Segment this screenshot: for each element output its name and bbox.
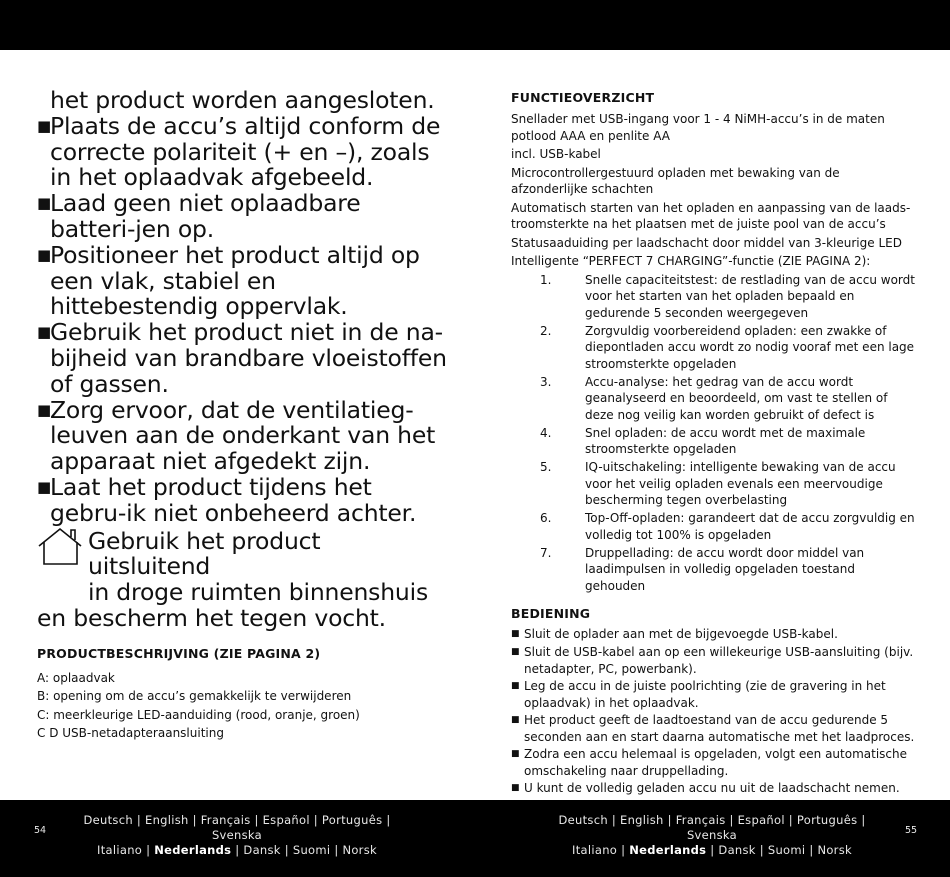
language-nav-right xyxy=(532,813,892,858)
product-part-item: B: opening om de accu’s gemakkelijk te verwijderen xyxy=(37,689,352,704)
product-part-item: A: oplaadvak xyxy=(37,670,115,685)
charging-step xyxy=(540,374,916,424)
footer-bar xyxy=(0,800,950,877)
charging-step xyxy=(540,425,916,458)
step-text: IQ-uitschakeling: intelligente bewaking van de accu voor het veilig opladen evenals een meervoudige bescherming tegen overbelasting xyxy=(585,460,896,507)
safety-bullet-text: Zorg ervoor, dat de ventilatieg-leuven aan de onderkant van het apparaat niet afgedekt zijn. xyxy=(50,395,436,476)
operation-list xyxy=(511,626,916,797)
safety-bullet-text: Gebruik het product niet in de na-bijheid van brandbare vloeistoffen of gassen. xyxy=(50,318,447,398)
product-parts-list xyxy=(37,669,447,743)
lead-text: het product worden aangesloten. xyxy=(50,86,435,114)
operation-text: Sluit de USB-kabel aan op een willekeurige USB-aansluiting (bijv. netadapter, PC, powerbank). xyxy=(524,645,914,676)
bullet-marker: ■ xyxy=(511,629,520,639)
language-nav-left xyxy=(57,813,417,858)
operation-item xyxy=(511,780,916,797)
charging-step xyxy=(540,459,916,509)
feature-item: incl. USB-kabel xyxy=(511,147,601,161)
operation-text: Zodra een accu helemaal is opgeladen, volgt een automatische omschakeling naar druppellading. xyxy=(524,747,907,778)
safety-bullet-text: Laad geen niet oplaadbare batteri-jen op. xyxy=(50,189,361,243)
left-bullet-list xyxy=(37,111,447,527)
bullet-marker: ■ xyxy=(511,715,520,725)
feature-item: Microcontrollergestuurd opladen met bewaking van de afzonderlijke schachten xyxy=(511,165,840,196)
warning-line-1: Gebruik het product uitsluitend xyxy=(88,526,321,581)
language-line-2: Italiano | Nederlands | Dansk | Suomi | Norsk xyxy=(572,843,852,857)
language-line-1: Deutsch | English | Français | Español | Português | Svenska xyxy=(83,813,391,842)
bullet-marker: ■ xyxy=(37,477,51,496)
feature-item: Automatisch starten van het opladen en aanpassing van de laads-troomsterkte na het plaatsen met de juiste pool van de accu’s xyxy=(511,200,911,231)
feature-list xyxy=(511,111,916,270)
step-number: 7. xyxy=(540,545,552,560)
bullet-marker: ■ xyxy=(37,194,51,213)
charging-step xyxy=(540,323,916,373)
warning-line-3: en bescherm het tegen vocht. xyxy=(37,603,386,632)
operation-item xyxy=(511,626,916,643)
safety-bullet-item xyxy=(37,111,447,192)
operation-heading: BEDIENING xyxy=(511,606,591,621)
operation-text: Leg de accu in de juiste poolrichting (zie de gravering in het oplaadvak) in het oplaadvak. xyxy=(524,679,886,710)
operation-text: Sluit de oplader aan met de bijgevoegde USB-kabel. xyxy=(524,627,838,641)
step-number: 6. xyxy=(540,511,552,525)
charging-step xyxy=(540,272,916,322)
bullet-marker: ■ xyxy=(511,681,520,691)
language-line-1: Deutsch | English | Français | Español | Português | Svenska xyxy=(558,813,866,842)
left-column xyxy=(37,88,447,743)
step-text: Zorgvuldig voorbereidend opladen: een zwakke of diepontladen accu wordt zo nodig vooraf met een lage stroomsterkte opgeladen xyxy=(585,323,915,371)
current-language: Nederlands xyxy=(154,843,232,857)
language-line-2: Italiano | Nederlands | Dansk | Suomi | Norsk xyxy=(97,843,377,857)
product-part-item: C: meerkleurige LED-aanduiding (rood, oranje, groen) xyxy=(37,707,360,722)
step-number: 5. xyxy=(540,460,552,474)
top-bar xyxy=(0,0,950,50)
right-column xyxy=(511,90,916,798)
operation-text: Het product geeft de laadtoestand van de accu gedurende 5 seconden aan en start daarna automatische met het laadproces. xyxy=(524,713,915,744)
current-language: Nederlands xyxy=(629,843,707,857)
operation-item xyxy=(511,712,916,745)
safety-bullet-text: Positioneer het product altijd op een vlak, stabiel en hittebestendig oppervlak. xyxy=(50,240,420,321)
bullet-marker: ■ xyxy=(511,647,520,657)
product-part-item: C D USB-netadapteraansluiting xyxy=(37,726,224,741)
bullet-marker: ■ xyxy=(37,400,51,419)
safety-bullet-item xyxy=(37,240,447,321)
operation-item xyxy=(511,746,916,779)
step-text: Accu-analyse: het gedrag van de accu wordt geanalyseerd en beoordeeld, om vast te stellen of deze nog veilig kan worden gebruikt of defect is xyxy=(585,374,888,422)
step-text: Snelle capaciteitstest: de restlading van de accu wordt voor het starten van het opladen bepaald en gedurende 5 seconden weergegeven xyxy=(585,272,915,320)
charging-step xyxy=(540,510,916,543)
operation-item xyxy=(511,678,916,711)
operation-text: U kunt de volledig geladen accu nu uit de laadschacht nemen. xyxy=(524,781,900,795)
step-text: Snel opladen: de accu wordt met de maximale stroomsterkte opgeladen xyxy=(585,425,866,456)
step-number: 3. xyxy=(540,374,552,389)
feature-overview-heading: FUNCTIEOVERZICHT xyxy=(511,90,655,105)
warning-line-2: in droge ruimten binnenshuis xyxy=(88,578,428,607)
step-number: 4. xyxy=(540,425,552,440)
operation-item xyxy=(511,644,916,677)
step-text: Top-Off-opladen: garandeert dat de accu zorgvuldig en volledig tot 100% is opgeladen xyxy=(585,511,915,542)
step-number: 2. xyxy=(540,323,552,338)
safety-bullet-item xyxy=(37,395,447,476)
page-number-left: 54 xyxy=(34,825,47,836)
safety-bullet-item xyxy=(37,320,447,397)
bullet-marker: ■ xyxy=(37,245,51,264)
indoor-warning xyxy=(37,526,447,632)
safety-bullet-item xyxy=(37,191,447,243)
feature-item: Snellader met USB-ingang voor 1 - 4 NiMH-accu’s in de maten potlood AAA en penlite AA xyxy=(511,112,885,143)
step-number: 1. xyxy=(540,272,552,287)
bullet-marker: ■ xyxy=(37,116,51,135)
product-description-heading: PRODUCTBESCHRIJVING (ZIE PAGINA 2) xyxy=(37,645,321,661)
step-text: Druppellading: de accu wordt door middel van laadimpulsen in volledig opgeladen toestand gehouden xyxy=(585,545,865,593)
safety-bullet-text: Plaats de accu’s altijd conform de correcte polariteit (+ en –), zoals in het oplaadvak afgebeeld. xyxy=(50,111,441,192)
safety-bullet-item xyxy=(37,472,447,527)
bullet-marker: ■ xyxy=(511,783,520,793)
bullet-marker: ■ xyxy=(37,323,51,342)
charging-steps-list xyxy=(540,272,916,595)
feature-item: Intelligente “PERFECT 7 CHARGING”-functie (ZIE PAGINA 2): xyxy=(511,254,871,268)
page-number-right: 55 xyxy=(905,825,918,836)
safety-bullet-text: Laat het product tijdens het gebru-ik niet onbeheerd achter. xyxy=(50,472,417,527)
charging-step xyxy=(540,545,916,595)
house-icon xyxy=(37,526,83,568)
feature-item: Statusaaduiding per laadschacht door middel van 3-kleurige LED xyxy=(511,235,902,250)
bullet-marker: ■ xyxy=(511,749,520,759)
